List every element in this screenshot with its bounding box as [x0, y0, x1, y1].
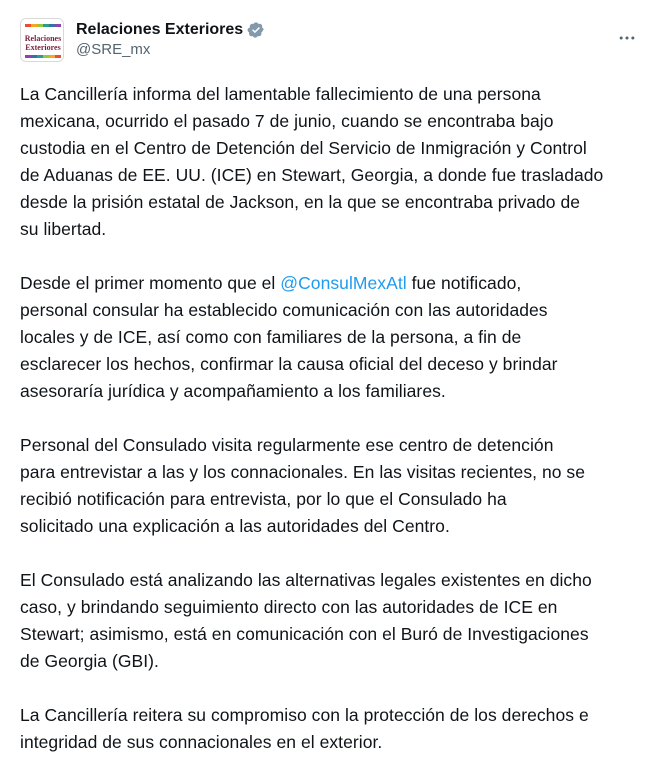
- name-row: [76, 20, 265, 40]
- svg-text:Exteriores: Exteriores: [25, 43, 61, 52]
- display-name[interactable]: Relaciones Exteriores: [76, 21, 244, 38]
- svg-text:Relaciones: Relaciones: [24, 34, 62, 43]
- tweet-paragraph-4: El Consulado está analizando las alternativas legales existentes en dicho caso, y brindando seguimiento directo con las autoridades de ICE en Stewart; asimismo, está en comunicación con el Buró de Investigaciones de Georgia (GBI).: [20, 570, 592, 671]
- author-names: [76, 20, 265, 60]
- avatar-logo: [21, 19, 64, 62]
- author-handle[interactable]: @SRE_mx: [76, 41, 151, 58]
- mention-link[interactable]: @ConsulMexAtl: [280, 273, 407, 293]
- tweet-paragraph-2: [20, 270, 660, 405]
- tweet-paragraph-5: La Cancillería reitera su compromiso con la protección de los derechos e integridad de sus connacionales en el exterior.: [20, 705, 589, 752]
- tweet-text: [20, 81, 660, 783]
- avatar[interactable]: [20, 18, 64, 62]
- paragraph-text: Desde el primer momento que el: [20, 273, 281, 293]
- tweet-paragraph-1: La Cancillería informa del lamentable fallecimiento de una persona mexicana, ocurrido el pasado 7 de junio, cuando se encontraba bajo custodia en el Centro de Detención del Servicio de Inmigración y Control de Aduanas de EE. UU. (ICE) en Stewart, Georgia, a donde fue trasladado desde la prisión estatal de Jackson, en la que se encontraba privado de su libertad.: [20, 84, 604, 239]
- more-options-icon[interactable]: [613, 24, 641, 52]
- tweet-header: [20, 16, 655, 64]
- paragraph-text: fue notificado, personal consular ha establecido comunicación con las autoridades locales y de ICE, así como con familiares de la persona, a fin de esclarecer los hechos, confirmar la causa oficial del deceso y brindar asesoraría jurídica y acompañamiento a los familiares.: [20, 273, 558, 401]
- tweet-paragraph-3: Personal del Consulado visita regularmente ese centro de detención para entrevistar a las y los connacionales. En las visitas recientes, no se recibió notificación para entrevista, por lo que el Consulado ha solicitado una explicación a las autoridades del Centro.: [20, 435, 586, 536]
- verified-badge-icon: [247, 21, 265, 39]
